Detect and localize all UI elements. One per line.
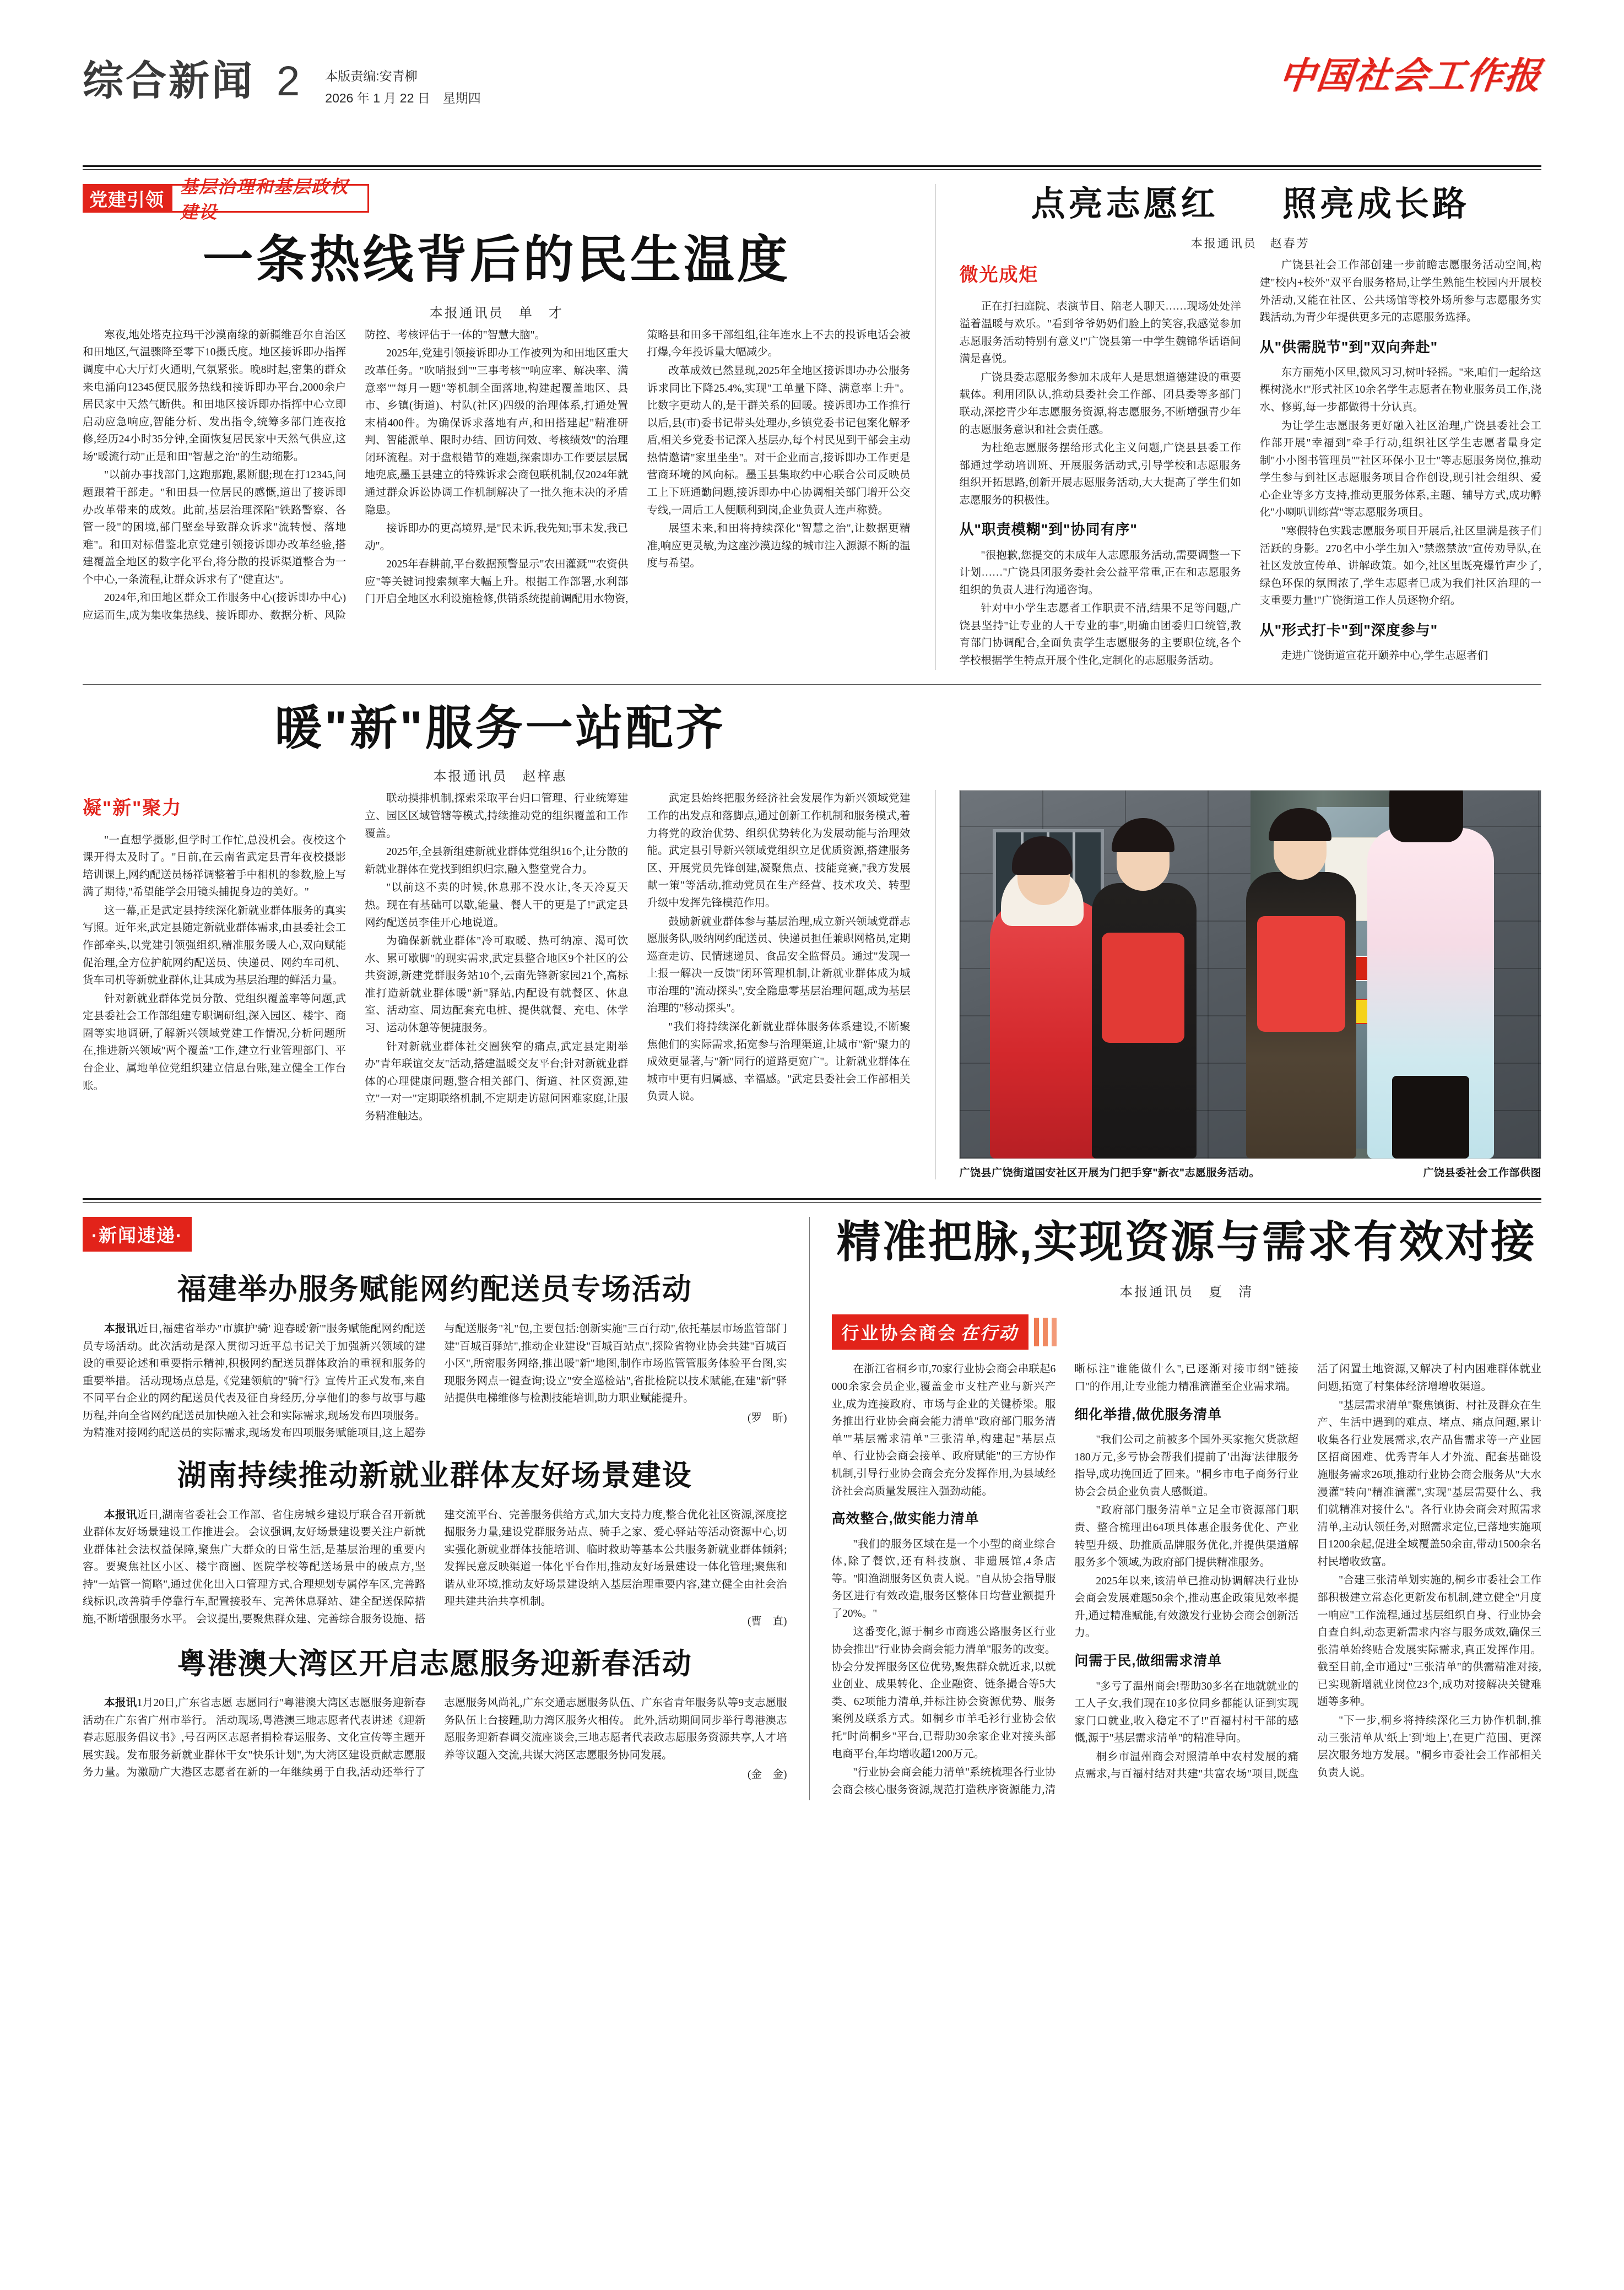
- paragraph: "基层需求清单"聚焦镇街、村社及群众在生产、生活中遇到的难点、堵点、痛点问题,累计收集各行业发展需求,农产品售需求等一产业园区招商困难、优秀青年人才外流、配套基础设施服务需求26项,推动行业协会商会服务从"大水漫灌"转向"精准滴灌",实现"基层需要什么、我们就精准对接什么"。各行业协会商会对照需求清单,主动认领任务,对照需求定位,已落地实施项目1200余起,促进全域覆盖50余亩,带动1500余名村民增收致富。: [1317, 1399, 1541, 1568]
- paragraph: 接诉即办的更高境界,是"民未诉,我先知;事未发,我已动"。: [365, 523, 629, 552]
- paragraph: 为确保新就业群体"冷可取暖、热可纳凉、渴可饮水、累可歇脚"的现实需求,武定县整合地区9个社区的公共资源,新建党群服务站10个,云南先锋新家园21个,高标准打造新就业群体暖"新"驿站,内配设有就餐区、休息室、活动室、周边配套充电桩、提供就餐、充电、休学习、运动休憩等便捷服务。: [365, 935, 629, 1034]
- brief-item: [83, 1459, 787, 1631]
- article-precision-headline: 精准把脉,实现资源与需求有效对接: [836, 1217, 1536, 1267]
- paragraph: "行业协会商会能力清单"系统梳理各行业协会商会核心服务资源,规范打造秩序资源能力,清晰标注"谁能做什么",已逐渐对接市纲"链接口"的作用,让专业能力精准滴灌至企业需求端。: [831, 1363, 1299, 1796]
- news-briefs-badge: ·新闻速递·: [83, 1217, 192, 1252]
- paper-logo: 中国社会工作报: [1277, 56, 1544, 96]
- industry-action-label: [832, 1314, 1028, 1350]
- brief-sign: (金 金): [748, 1769, 787, 1781]
- brief-item: [83, 1647, 787, 1784]
- paragraph: 针对中小学生志愿者工作职责不清,结果不足等问题,广饶县坚持"让专业的人干专业的事",明确由团委归口统管,教育部门协调配合,全面负责学生志愿服务的主要职位统,各个学校根据学生特点开展个性化,定制化的志愿服务活动。: [959, 603, 1241, 667]
- article-hotline-headline: 一条热线背后的民生温度: [202, 232, 791, 288]
- subhead-capability-list: 高效整合,做实能力清单: [831, 1511, 979, 1527]
- brief-headline: 粤港澳大湾区开启志愿服务迎新春活动: [177, 1647, 692, 1680]
- badge-stripes-icon: [1034, 1318, 1057, 1346]
- article-warm-byline: 本报通讯员 赵梓惠: [433, 769, 567, 784]
- paragraph: "以前办事找部门,这跑那跑,累断腿;现在打12345,问题跟着干部走。"和田县一位居民的感慨,道出了接诉即办改革带来的成效。此前,基层治理深陷"铁路警察、各管一段"的困境,部门壁垒导致群众诉求"流转慢、落地难"。和田对标借鉴北京党建引领接诉即办改革经验,搭建覆盖全地区的数字化平台,将分散的投诉渠道整合为一个中心,一条流程,让群众诉求有了"健直达"。: [83, 469, 347, 586]
- article-hotline-byline: 本报通讯员 单 才: [429, 305, 564, 321]
- paragraph: 广饶县委志愿服务参加未成年人是思想道德建设的重要载体。利用团队认,推动县委社会工作部、团县委等多部门联动,深挖青少年志愿服务资源,将志愿服务,不断增强青少年的志愿服务意识和社会责任感。: [959, 371, 1241, 436]
- volunteer-photo: [959, 790, 1541, 1159]
- paragraph: "我们公司之前被多个国外买家拖欠货款超180万元,多亏协会帮我们提前了'出海'法律服务指导,成功挽回近了回来。"桐乡市电子商务行业协会会员企业负责人感慨道。: [1074, 1434, 1299, 1498]
- subhead-supply: 从"供需脱节"到"双向奔赴": [1259, 338, 1438, 355]
- article-precision-byline: 本报通讯员 夏 清: [1119, 1285, 1254, 1300]
- masthead: [0, 0, 1624, 165]
- article-warm-headline: 暖"新"服务一站配齐: [274, 701, 726, 755]
- photo-block: [935, 790, 1541, 1179]
- article-precision: [810, 1217, 1541, 1800]
- article-precision-body: [832, 1361, 1541, 1799]
- article-hotline-body: [83, 327, 911, 625]
- brief-text: 近日,福建省举办"市旗护'骑' 迎春暖'新'"服务赋能配网约配送员专场活动。此次活动是深入贯彻习近平总书记关于加强新兴领域的建设的重要论述和重要指示精神,积极网约配送员群体政治的重视和服务的重要举措。 活动现场点总是,《党建领航的"骑"行》宣传片正式发布,来自不同平台企业的网约配送员代表及征自身经历,分享他们的参与故事与趣历程,并向全省网约配送员加快融入社会和实际需求,现场发布四项服务。 为精准对接网约配送员的实际需求,现场发布四项服务赋能项目,这上超券与配送服务"礼"包,主要包括:创新实施"三百行动",依托基层市场监管部门建"百城百驿站",推动企业建设"百城百站点",探险省物业协会共建"百城百小区",所密服务网络,推出暖"新"地图,制作市场监管管服务体验平台图,实现服务网点一键查询;设立"安全巡检站",省批检院以技术赋能,在建"新"驿站提供电梯维修与检测技能培训,助力职业赋能提升。: [83, 1323, 787, 1439]
- article-volunteer-top: [959, 257, 1541, 669]
- paragraph: 走进广饶街道宣花开颐养中心,学生志愿者们: [1281, 650, 1488, 662]
- brief-headline: 福建举办服务赋能网约配送员专场活动: [177, 1273, 692, 1306]
- paragraph: 2025年,党建引领接诉即办工作被列为和田地区重大改革任务。"吹哨报到""三事考核""响应率、解决率、满意率""每月一题"等机制全面落地,构建起覆盖地区、县市、乡镇(街道)、村队(社区)四级的治理体系,打通处置末梢400件。为确保诉求落地有声,和田搭建起"精准研判、智能派单、限时办结、回访问效、考核绩效"的治理闭环流程。对于盘根错节的难题,探索即办工作要层层属地兜底,墨玉县建立的特殊诉求会商包联机制,仅2024年就通过群众诉讼协调工作机制解决了一批久拖未决的矛盾隐患。: [365, 348, 629, 516]
- article-volunteer-headline: [959, 184, 1541, 225]
- paragraph: "我们将持续深化新就业群体服务体系建设,不断聚焦他们的实际需求,拓宽参与治理渠道,让城市"新"聚力的成效更显著,与"新"同行的道路更宽广"。让新就业群体在城市中更有归属感、幸福感。"武定县委社会工作部相关负责人说。: [647, 1021, 911, 1103]
- paragraph: 为杜绝志愿服务摆给形式化主义问题,广饶县县委工作部通过学动培训班、开展服务活动式,引导学校和志愿服务组织开拓思路,创新开展志愿服务活动,大大提高了学生们如志愿服务的积极性。: [959, 442, 1241, 506]
- paragraph: 联动摸排机制,探索采取平台归口管理、行业统筹建立、园区区域管辖等模式,持续推动党的组织覆盖和工作覆盖。: [365, 793, 629, 840]
- paragraph: "很抱歉,您提交的未成年人志愿服务活动,需要调整一下计划……"广饶县团服务委社会公益平常重,正在和志愿服务组织的负责人进行沟通咨询。: [959, 549, 1241, 596]
- photo-student-2: [1092, 883, 1197, 1158]
- paragraph: 2024年,和田地区群众工作服务中心(接诉即办中心)应运而生,成为集收集热线、接诉即办、数据分析、风险防控、考核评估于一体的"智慧大脑"。: [83, 329, 546, 622]
- paragraph: 在浙江省桐乡市,70家行业协会商会串联起6000余家会员企业,覆盖金市支柱产业与新兴产业,成为连接政府、市场与企业的关键桥梁。服务推出行业协会商会能力清单"政府部门服务清单""基层需求清单"三张清单,构建起"基层点单、行业协会商会接单、政府赋能"的三方协作机制,引导行业协会商会充分发挥作用,为县域经济社会高质量发展注入强劲动能。: [831, 1363, 1056, 1497]
- paragraph: "寒假特色实践志愿服务项目开展后,社区里满是孩子们活跃的身影。270名中小学生加入"禁燃禁放"宣传劝导队,在社区发放宣传单、讲解政策。如今,社区里既亮爆竹声少了,绿色环保的氛围浓了,学生志愿者已成为我们社区治理的一支重要力量!"广饶街道工作人员逐物介绍。: [1259, 526, 1541, 607]
- photo-caption-row: [959, 1165, 1541, 1179]
- article-volunteer-redhead: 微光成炬: [959, 264, 1039, 286]
- paragraph: 2025年以来,该清单已推动协调解决行业协会商会发展难题50余个,推动惠企政策见效率提升,通过精准赋能,有效激发行业协会商会创新活力。: [1074, 1575, 1299, 1639]
- photo-student-1: [990, 900, 1108, 1158]
- article-warm-body-wrap: [83, 790, 935, 1179]
- brief-headline: 湖南持续推动新就业群体友好场景建设: [177, 1459, 692, 1492]
- paragraph: "我们的服务区域在是一个小型的商业综合体,除了餐饮,还有科技旗、非遗展馆,4条店等。"阳渔湖服务区负责人说。"自从协会指导服务区进行有效改造,服务区整体日均营业额提升了20%。": [831, 1538, 1056, 1620]
- article-warm-header: [83, 701, 942, 785]
- photo-community-worker: [1367, 828, 1494, 1158]
- paragraph: [83, 1507, 787, 1631]
- photo-credit: 广饶县委社会工作部供图: [1423, 1167, 1541, 1179]
- brief-text: 1月20日,广东省志愿 志愿同行"粤港澳大湾区志愿服务迎新春活动在广东省广州市举行。 活动现场,粤港澳三地志愿者代表讲述《迎新春志愿服务倡议书》,号召两区志愿者捐检春运服务、文化宣传等主题开展实践。发布服务新就业群体干女"快乐计划",为大湾区建设贡献志愿服务力量。为激励广大港区志愿者在新的一年继续勇于自我,活动还举行了志愿服务风尚礼,广东交通志愿服务队伍、广东省青年服务队等9支志愿服务队伍上台接踵,助力湾区服务火相传。 此外,活动期间同步举行粤港澳志愿服务迎新春调交流座谈会,三地志愿者代表政志愿服务资源共享,人才培养等议题入交流,共谋大湾区志愿服务协同发展。: [83, 1697, 787, 1779]
- section-title: 综合新闻: [83, 58, 255, 104]
- badge-italic-text: 在行动: [960, 1323, 1019, 1344]
- article-hotline: [83, 177, 935, 670]
- section-bottom: [0, 1217, 1624, 1800]
- section-rule-1: [83, 684, 1541, 685]
- subhead-demand-list: 问需于民,做细需求清单: [1074, 1653, 1222, 1669]
- paragraph: "多亏了温州商会!帮助30多名在地就就业的工人子女,我们现在10多位同乡都能认证到实现家门口就业,收入稳定不了!"百福村村干部的感慨,源于"基层需求清单"的精准导向。: [1074, 1680, 1299, 1745]
- paragraph: 2025年,全县新组建新就业群体党组织16个,让分散的新就业群体在党找到组织归宗,融入整堂党合力。: [365, 846, 629, 875]
- brief-lead: 本报讯: [104, 1508, 137, 1521]
- industry-action-badge: [832, 1314, 1541, 1350]
- brief-body: [83, 1695, 787, 1784]
- editor-line: 本版责编:安青柳: [325, 69, 418, 83]
- paragraph: "以前这不卖的时候,休息那不没水让,冬天冷夏天热。现在有基础可以歇,能量、餐人干的更是了!"武定县网约配送员李佳开心地说道。: [365, 882, 629, 929]
- article-warm-body: [83, 790, 911, 1125]
- news-briefs: [83, 1217, 809, 1800]
- section-rule-2: [83, 1198, 1541, 1203]
- article-hotline-tag: [83, 177, 369, 222]
- tag-party-building: 党建引领: [83, 184, 171, 213]
- article-volunteer: [935, 184, 1541, 670]
- tag-grassroots: 基层治理和基层政权建设: [171, 184, 369, 213]
- page-number: 2: [277, 58, 300, 105]
- section-middle: [0, 701, 1624, 1180]
- paragraph: 针对新就业群体党员分散、党组织覆盖率等问题,武定县委社会工作部组建专职调研组,深入园区、楼宇、商圈等实地调研,了解新兴领域党建工作情况,分析问题所在,推进新兴领域"两个覆盖"工作,建立行业管理部门、平台企业、属地单位党组织建立信息台账,建立健全工作台账。: [83, 993, 347, 1092]
- paragraph: 桐乡市温州商会对照清单中农村发展的痛点需求,与百福村结对共建"共富农场"项目,既盘活了闲置土地资源,又解决了村内困难群体就业问题,拓宽了村集体经济增增收渠道。: [1074, 1363, 1541, 1780]
- paragraph: 鼓励新就业群体参与基层治理,成立新兴领域党群志愿服务队,吸纳网约配送员、快递员担任兼职网格员,定期巡查走访、民情速递员、食品安全监督员。通过"发现一上报一解决一反馈"闭环管理机制,让新就业群体成为城市治理的"流动探头",安全隐患零基层治理问题,成为基层治理的"移动探头"。: [647, 916, 911, 1015]
- paragraph: 这一幕,正是武定县持续深化新就业群体服务的真实写照。近年来,武定县随定新就业群体需求,由县委社会工作部牵头,以党建引领强组织,精准服务暖人心,双向赋能促治理,全方位护航网约配送员、快递员、网约车司机、货车司机等新就业群体,让其成为基层治理的鲜活力量。: [83, 905, 347, 987]
- paragraph: 正在打扫庭院、表演节目、陪老人聊天……现场处处洋溢着温暖与欢乐。"看到爷爷奶奶们脸上的笑容,我感觉参加志愿服务活动特别有意义!"广饶县第一中学生魏锦华话语间满是喜悦。: [959, 301, 1241, 365]
- brief-body: [83, 1507, 787, 1631]
- date-line: 2026 年 1 月 22 日 星期四: [325, 91, 481, 106]
- paragraph: "一直想学摄影,但学时工作忙,总没机会。夜校这个课开得太及时了。"日前,在云南省武定县青年夜校摄影培训课上,网约配送员杨祥调整着手中相机的参数,脸上写满了期待,"希望能学会用镜头捕捉身边的美好。": [83, 834, 347, 898]
- paragraph: 为让学生志愿服务更好融入社区治理,广饶县委社会工作部开展"幸福到"牵手行动,组织社区学生志愿者量身定制"小小图书管理员""社区环保小卫士"等志愿服务岗位,推动学生参与到社区志愿服务项目合作创设,现引社会组织、爱心企业等多方支持,推动更服务体系,主题、辅导方式,成功孵化"小喇叭训练营"等志愿服务项目。: [1259, 420, 1541, 519]
- paragraph: "合建三张清单划实施的,桐乡市委社会工作部积极建立常态化更新发布机制,建立健全"月度一响应"工作流程,通过基层组织自身、行业协会自查自纠,动态更新需求内容与服务成效,确保三张清单始终贴合发展实际需求,真正发挥作用。截至目前,全市通过"三张清单"的供需精准对接,已实现新增就业岗位23个,成功对接解决关键难题等多种。: [1317, 1574, 1541, 1708]
- subhead-service-list: 细化举措,做优服务清单: [1074, 1406, 1222, 1422]
- paragraph: 改革成效已然显现,2025年全地区接诉即办办公服务诉求同比下降25.4%,实现"工单量下降、满意率上升"。比数字更动人的,是干群关系的回暖。接诉即办工作推行以后,县(市)委书记带头处理办,乡镇党委书记包案化解矛盾,相关乡党委书记深入基层办,每个村民见到干部会主动热情邀请"家里坐坐"。对干企业而言,接诉即办工作更是营商环境的风向标。墨玉县集取约中心联合公司反映员工上下班通勤问题,接诉即办中心协调相关部门增开公交专线,一周后工人便顺利到岗,企业负责人连声称赞。: [647, 365, 911, 516]
- badge-main-text: 行业协会商会: [841, 1323, 957, 1344]
- paragraph: "下一步,桐乡将持续深化三力协作机制,推动三张清单从'纸上'到'地上',在更广范围、更深层次服务地方发展。"桐乡市委社会工作部相关负责人说。: [1317, 1715, 1541, 1779]
- paragraph: 东方丽苑小区里,微风习习,树叶轻摇。"来,咱们一起给这棵树浇水!"形式社区10余名学生志愿者在物业服务员工作,浇水、修剪,每一步都做得十分认真。: [1259, 366, 1541, 413]
- brief-sign: (曹 直): [748, 1616, 787, 1628]
- paragraph: "政府部门服务清单"立足全市资源部门职责、整合梳理出64项具体惠企服务优化、产业转型升级、助推质品牌服务优化,并提供渠道解服务多个领域,为政府部门提供精准服务。: [1074, 1504, 1299, 1569]
- paragraph: 针对新就业群体社交圈狭窄的痛点,武定县定期举办"青年联谊交友"活动,搭建温暖交友平台;针对新就业群体的心理健康问题,整合相关部门、街道、社区资源,建立"一对一"定期联络机制,不定期走访慰问困难家庭,让服务精准触达。: [365, 1041, 629, 1122]
- paragraph: 武定县始终把服务经济社会发展作为新兴领域党建工作的出发点和落脚点,通过创新工作机制和服务模式,着力将党的政治优势、组织优势转化为发展动能与治理效能。武定县引导新兴领域党组织立足优质资源,搭建服务区、开展党员先锋创建,凝聚焦点、技能竞赛,"我方发展献一策"等活动,推动党员在生产经营、技术攻关、转型升级中发挥先锋模范作用。: [647, 793, 911, 909]
- brief-body: [83, 1320, 787, 1442]
- masthead-left: [83, 58, 481, 110]
- article-warm-redhead: 凝"新"聚力: [83, 798, 182, 819]
- brief-lead: 本报讯: [104, 1322, 138, 1335]
- brief-text: 近日,湖南省委社会工作部、省住房城乡建设厅联合召开新就业群体友好场景建设工作推进会。 会议强调,友好场景建设要关注户新就业群体社会法权益保障,聚焦广大群众的日常生活,是基层治理的重要内容。要聚焦社区小区、楼宇商圈、医院学校等配送场景中的破点方,坚持"一站管一简略",通过优化出入口管理方式,合理规划专属停车区,完善路线标识,改善骑手停靠行车,配置接驳车、完善休息驿站、建全配送保障措施,不断增强服务水平。 会议提出,要聚焦群众建、完善综合服务设施、搭建交流平台、完善服务供给方式,加大支持力度,整合优化社区资源,深度挖掘服务力量,建设党群服务站点、骑手之家、爱心驿站等活动资源中心,切实强化新就业群体技能培训、临时救助等基本公共服务新就业群体倾斜;发挥民意反映渠道一体化平台作用,推动友好场景建设一体化管理;聚焦和谐从业环境,推动友好场景建设纳入基层治理重要内容,建立健全由社会治理共建共治共享机制。: [83, 1509, 787, 1626]
- paragraph: 广饶县社会工作部创建一步前瞻志愿服务活动空间,构建"校内+校外"双平台服务格局,让学生熟能生校园内开展校外活动,又能在社区、公共场馆等校外场所参与志愿服务实践活动,为青少年提供更多元的志愿服务选择。: [1259, 259, 1541, 324]
- section-top: [0, 177, 1624, 670]
- subhead-depth: 从"形式打卡"到"深度参与": [1259, 621, 1438, 638]
- masthead-rule: [83, 165, 1541, 170]
- paragraph: 这番变化,源于桐乡市商逃公路服务区行业协会推出"行业协会商会能力清单"服务的改变。协会分发挥服务区位优势,聚焦群众就近求,以就业创业、成果转化、企业融资、链条撮合等5大类、62项能力清单,并标注协会资源优势、服务案例及联系方式。如桐乡市羊毛衫行业协会依托"时尚桐乡"平台,已帮助30余家企业对接头部电商平台,年均增收超1200万元。: [831, 1626, 1056, 1760]
- photo-student-3: [1246, 872, 1356, 1158]
- brief-lead: 本报讯: [104, 1697, 137, 1709]
- headline-part-1: 点亮志愿红: [1031, 185, 1219, 223]
- masthead-meta: [325, 65, 481, 110]
- brief-item: [83, 1273, 787, 1442]
- article-volunteer-byline: 本报通讯员 赵春芳: [1190, 237, 1310, 251]
- subhead-duty: 从"职责模糊"到"协同有序": [959, 521, 1138, 538]
- headline-part-2: 照亮成长路: [1282, 185, 1470, 223]
- photo-caption: 广饶县广饶街道国安社区开展为门把手穿"新衣"志愿服务活动。: [959, 1167, 1260, 1179]
- paragraph: 2025年春耕前,平台数据预警显示"农田灌溉""农资供应"等关键词搜索频率大幅上升。根据工作部署,水利部门开启全地区水利设施检修,供销系统提前调配用水物资,策略县和田多干部组组,往年连水上不去的投诉电话会被打爆,今年投诉量大幅减少。: [365, 329, 911, 605]
- paragraph: 展望未来,和田将持续深化"智慧之治",让数据更精准,响应更灵敏,为这座沙漠边缘的城市注入源源不断的温度与希望。: [647, 523, 911, 570]
- brief-sign: (罗 昕): [748, 1412, 787, 1424]
- paragraph: 寒夜,地处塔克拉玛干沙漠南缘的新疆维吾尔自治区和田地区,气温骤降至零下10摄氏度。地区接诉即办指挥调度中心大厅灯火通明,气氛紧张。晚8时起,密集的群众来电涌向12345便民服务热线和接诉即办平台,2000余户居民家中天然气断供。和田地区接诉即办指挥中心立即启动应急响应,智能分析、发出指令,统筹多部门连夜抢修,经历24小时35分钟,全面恢复居民家中天然气供应,这场"暖流行动"正是和田"智慧之治"的生动缩影。: [83, 329, 347, 463]
